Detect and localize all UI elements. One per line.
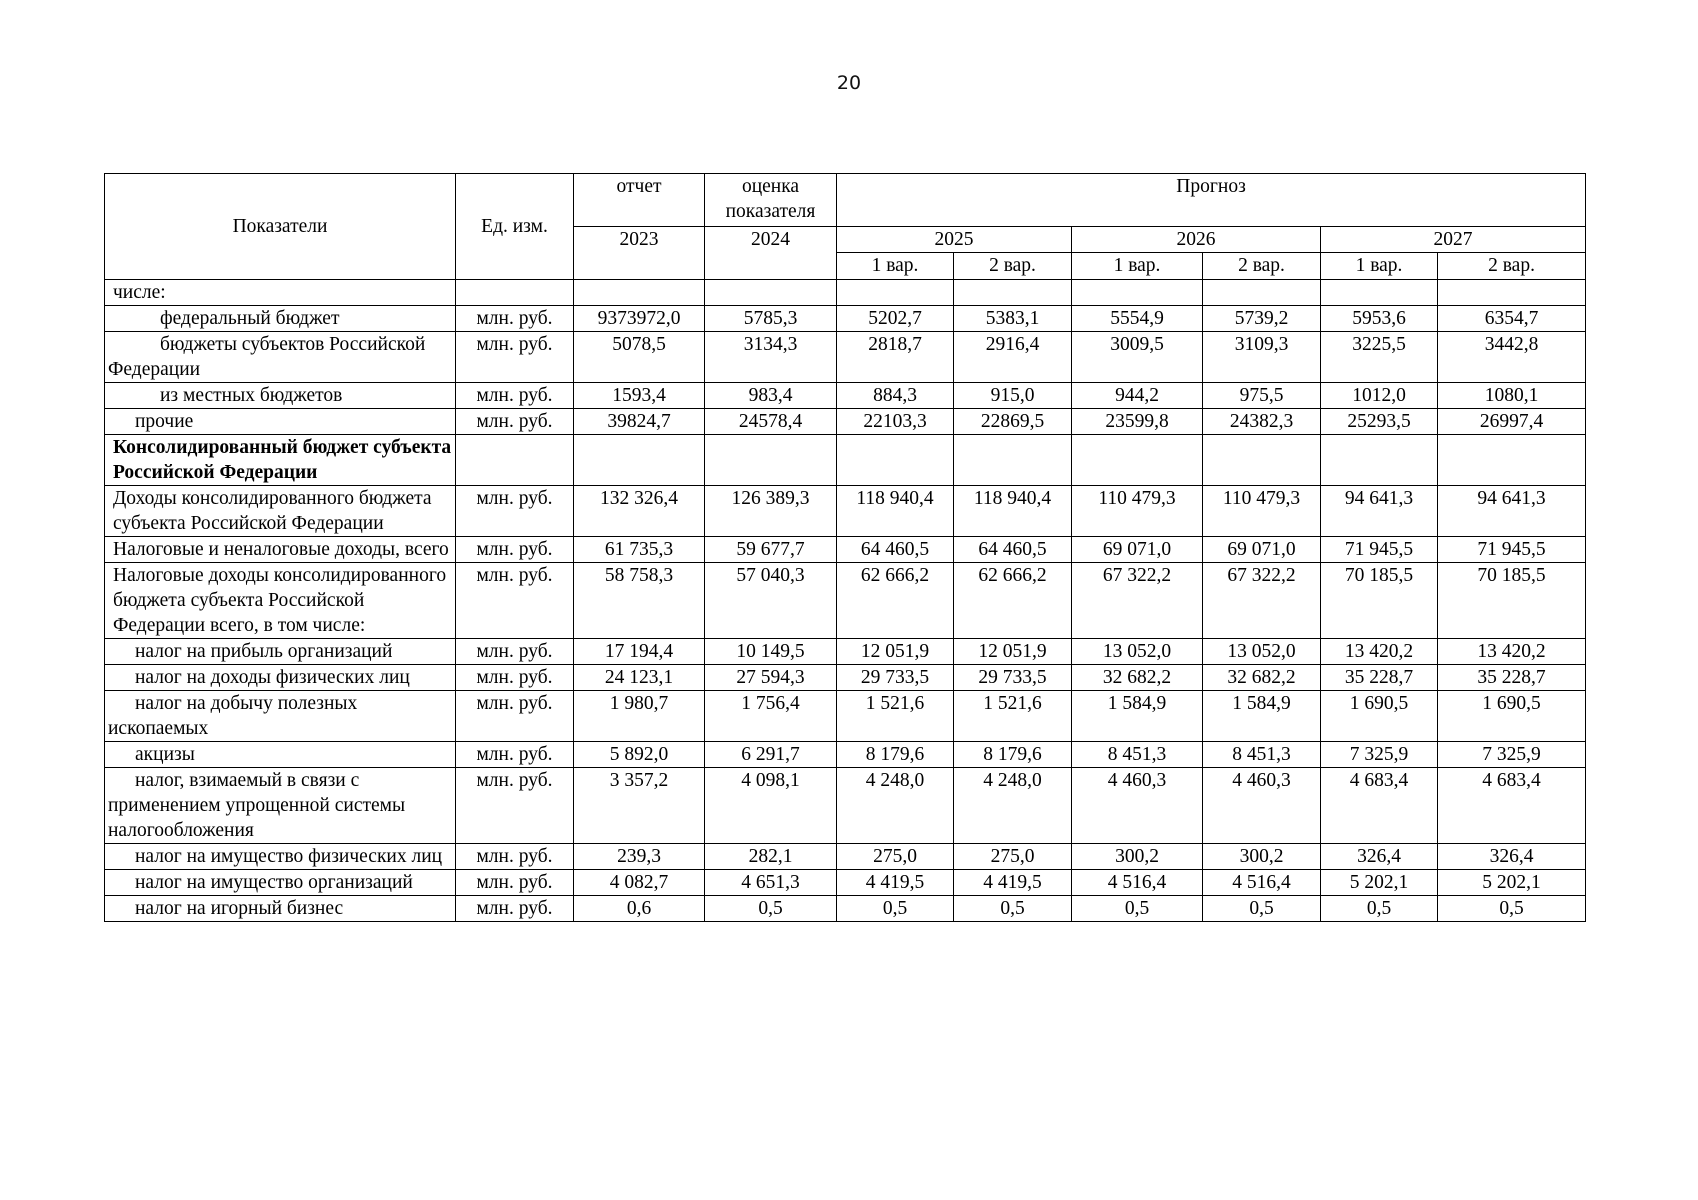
table-row	[105, 409, 1586, 435]
value-cell-2025-var2: 2916,4	[954, 332, 1072, 383]
header-year-2027: 2027	[1321, 227, 1586, 253]
value-cell-2027-var2: 4 683,4	[1438, 768, 1586, 844]
value-cell-2023: 39824,7	[574, 409, 705, 435]
value-cell-2025-var2: 275,0	[954, 844, 1072, 870]
row-name-cell: Консолидированный бюджет субъекта Российской Федерации	[105, 435, 456, 486]
value-cell-2026-var2: 3109,3	[1203, 332, 1321, 383]
row-unit-cell: млн. руб.	[456, 332, 574, 383]
value-cell-2026-var2: 1 584,9	[1203, 691, 1321, 742]
value-cell-2024: 24578,4	[705, 409, 837, 435]
value-cell-2025-var2	[954, 280, 1072, 306]
value-cell-2023: 58 758,3	[574, 563, 705, 639]
row-unit-cell: млн. руб.	[456, 383, 574, 409]
table-body	[105, 280, 1586, 922]
value-cell-2025-var2: 915,0	[954, 383, 1072, 409]
value-cell-2025-var2: 4 419,5	[954, 870, 1072, 896]
value-cell-2027-var2: 3442,8	[1438, 332, 1586, 383]
value-cell-2026-var1: 4 516,4	[1072, 870, 1203, 896]
row-name-cell: акцизы	[105, 742, 456, 768]
value-cell-2025-var2: 1 521,6	[954, 691, 1072, 742]
value-cell-2025-var2: 118 940,4	[954, 486, 1072, 537]
value-cell-2025-var2: 0,5	[954, 896, 1072, 922]
row-unit-cell: млн. руб.	[456, 486, 574, 537]
value-cell-2025-var2: 62 666,2	[954, 563, 1072, 639]
table-row	[105, 563, 1586, 639]
value-cell-2026-var2	[1203, 435, 1321, 486]
table-row	[105, 665, 1586, 691]
value-cell-2027-var1: 94 641,3	[1321, 486, 1438, 537]
row-unit-cell: млн. руб.	[456, 742, 574, 768]
value-cell-2023: 4 082,7	[574, 870, 705, 896]
value-cell-2025-var2: 4 248,0	[954, 768, 1072, 844]
header-2026-var2: 2 вар.	[1203, 253, 1321, 280]
row-name-cell: Налоговые и неналоговые доходы, всего	[105, 537, 456, 563]
row-unit-cell: млн. руб.	[456, 409, 574, 435]
row-unit-cell: млн. руб.	[456, 691, 574, 742]
value-cell-2023: 61 735,3	[574, 537, 705, 563]
row-unit-cell: млн. руб.	[456, 665, 574, 691]
value-cell-2027-var2: 7 325,9	[1438, 742, 1586, 768]
row-name-cell: налог на имущество организаций	[105, 870, 456, 896]
header-estimate-line2: показателя	[725, 201, 816, 222]
value-cell-2026-var2: 300,2	[1203, 844, 1321, 870]
value-cell-2025-var1	[837, 280, 954, 306]
value-cell-2024: 3134,3	[705, 332, 837, 383]
table-row	[105, 280, 1586, 306]
table-row	[105, 870, 1586, 896]
value-cell-2023: 239,3	[574, 844, 705, 870]
value-cell-2027-var2	[1438, 280, 1586, 306]
value-cell-2026-var1	[1072, 280, 1203, 306]
row-unit-cell: млн. руб.	[456, 639, 574, 665]
row-unit-cell: млн. руб.	[456, 537, 574, 563]
value-cell-2027-var2: 94 641,3	[1438, 486, 1586, 537]
value-cell-2026-var2: 32 682,2	[1203, 665, 1321, 691]
header-year-2025: 2025	[837, 227, 1072, 253]
value-cell-2027-var1: 35 228,7	[1321, 665, 1438, 691]
value-cell-2026-var1: 32 682,2	[1072, 665, 1203, 691]
value-cell-2024	[705, 280, 837, 306]
row-unit-cell	[456, 435, 574, 486]
table-row	[105, 639, 1586, 665]
value-cell-2024: 5785,3	[705, 306, 837, 332]
value-cell-2025-var2: 8 179,6	[954, 742, 1072, 768]
value-cell-2027-var1: 7 325,9	[1321, 742, 1438, 768]
row-name-cell: Налоговые доходы консолидированного бюджета субъекта Российской Федерации всего, в том числе:	[105, 563, 456, 639]
table-row	[105, 844, 1586, 870]
row-name-cell: прочие	[105, 409, 456, 435]
value-cell-2027-var1: 1012,0	[1321, 383, 1438, 409]
header-year-2026: 2026	[1072, 227, 1321, 253]
value-cell-2026-var1: 69 071,0	[1072, 537, 1203, 563]
value-cell-2024: 57 040,3	[705, 563, 837, 639]
row-unit-cell: млн. руб.	[456, 870, 574, 896]
row-name-cell: налог на имущество физических лиц	[105, 844, 456, 870]
value-cell-2027-var2: 26997,4	[1438, 409, 1586, 435]
value-cell-2025-var1: 2818,7	[837, 332, 954, 383]
value-cell-2024: 0,5	[705, 896, 837, 922]
value-cell-2024: 983,4	[705, 383, 837, 409]
value-cell-2025-var2: 22869,5	[954, 409, 1072, 435]
value-cell-2025-var1: 29 733,5	[837, 665, 954, 691]
value-cell-2027-var1: 71 945,5	[1321, 537, 1438, 563]
value-cell-2026-var1: 13 052,0	[1072, 639, 1203, 665]
value-cell-2024: 27 594,3	[705, 665, 837, 691]
value-cell-2023: 9373972,0	[574, 306, 705, 332]
value-cell-2026-var2: 5739,2	[1203, 306, 1321, 332]
header-estimate	[705, 174, 837, 227]
value-cell-2025-var1: 0,5	[837, 896, 954, 922]
value-cell-2026-var2: 24382,3	[1203, 409, 1321, 435]
row-unit-cell: млн. руб.	[456, 896, 574, 922]
value-cell-2025-var1: 62 666,2	[837, 563, 954, 639]
table-row	[105, 486, 1586, 537]
value-cell-2026-var1	[1072, 435, 1203, 486]
value-cell-2025-var1: 275,0	[837, 844, 954, 870]
value-cell-2026-var2: 4 460,3	[1203, 768, 1321, 844]
value-cell-2027-var1: 13 420,2	[1321, 639, 1438, 665]
value-cell-2023: 3 357,2	[574, 768, 705, 844]
value-cell-2026-var1: 110 479,3	[1072, 486, 1203, 537]
value-cell-2025-var1: 8 179,6	[837, 742, 954, 768]
row-unit-cell: млн. руб.	[456, 844, 574, 870]
value-cell-2026-var2: 110 479,3	[1203, 486, 1321, 537]
header-year-2024: 2024	[705, 227, 837, 280]
value-cell-2027-var1: 3225,5	[1321, 332, 1438, 383]
value-cell-2027-var2: 0,5	[1438, 896, 1586, 922]
value-cell-2024: 4 651,3	[705, 870, 837, 896]
table-row	[105, 537, 1586, 563]
value-cell-2027-var2: 70 185,5	[1438, 563, 1586, 639]
value-cell-2025-var2	[954, 435, 1072, 486]
value-cell-2025-var1: 64 460,5	[837, 537, 954, 563]
value-cell-2024: 59 677,7	[705, 537, 837, 563]
value-cell-2025-var1: 1 521,6	[837, 691, 954, 742]
header-2027-var1: 1 вар.	[1321, 253, 1438, 280]
value-cell-2027-var2: 13 420,2	[1438, 639, 1586, 665]
value-cell-2025-var2: 12 051,9	[954, 639, 1072, 665]
header-2027-var2: 2 вар.	[1438, 253, 1586, 280]
value-cell-2026-var2: 975,5	[1203, 383, 1321, 409]
table-row	[105, 435, 1586, 486]
row-unit-cell: млн. руб.	[456, 768, 574, 844]
row-name-cell: из местных бюджетов	[105, 383, 456, 409]
value-cell-2026-var1: 300,2	[1072, 844, 1203, 870]
value-cell-2025-var1: 118 940,4	[837, 486, 954, 537]
header-forecast: Прогноз	[837, 174, 1586, 227]
value-cell-2025-var1: 4 419,5	[837, 870, 954, 896]
table-header	[105, 174, 1586, 280]
value-cell-2025-var1: 22103,3	[837, 409, 954, 435]
header-report: отчет	[574, 174, 705, 227]
row-name-cell: числе:	[105, 280, 456, 306]
table-row	[105, 306, 1586, 332]
value-cell-2025-var2: 29 733,5	[954, 665, 1072, 691]
row-name-cell: налог на прибыль организаций	[105, 639, 456, 665]
row-name-cell: налог на игорный бизнес	[105, 896, 456, 922]
value-cell-2023: 0,6	[574, 896, 705, 922]
value-cell-2025-var1: 5202,7	[837, 306, 954, 332]
value-cell-2026-var1: 8 451,3	[1072, 742, 1203, 768]
value-cell-2026-var2: 4 516,4	[1203, 870, 1321, 896]
value-cell-2025-var2: 64 460,5	[954, 537, 1072, 563]
value-cell-2023	[574, 280, 705, 306]
value-cell-2023: 24 123,1	[574, 665, 705, 691]
value-cell-2025-var1: 4 248,0	[837, 768, 954, 844]
value-cell-2026-var1: 3009,5	[1072, 332, 1203, 383]
row-unit-cell: млн. руб.	[456, 306, 574, 332]
page-number: 20	[836, 72, 862, 94]
value-cell-2024: 1 756,4	[705, 691, 837, 742]
value-cell-2025-var1	[837, 435, 954, 486]
header-2025-var1: 1 вар.	[837, 253, 954, 280]
value-cell-2023: 132 326,4	[574, 486, 705, 537]
value-cell-2025-var1: 12 051,9	[837, 639, 954, 665]
value-cell-2026-var1: 4 460,3	[1072, 768, 1203, 844]
budget-table	[104, 173, 1586, 922]
value-cell-2024: 10 149,5	[705, 639, 837, 665]
row-name-cell: федеральный бюджет	[105, 306, 456, 332]
value-cell-2027-var2: 1 690,5	[1438, 691, 1586, 742]
table-row	[105, 332, 1586, 383]
value-cell-2027-var1: 326,4	[1321, 844, 1438, 870]
value-cell-2024: 6 291,7	[705, 742, 837, 768]
table-row	[105, 742, 1586, 768]
value-cell-2023: 1 980,7	[574, 691, 705, 742]
row-name-cell: налог, взимаемый в связи с применением упрощенной системы налогообложения	[105, 768, 456, 844]
value-cell-2023: 1593,4	[574, 383, 705, 409]
header-2026-var1: 1 вар.	[1072, 253, 1203, 280]
value-cell-2024: 126 389,3	[705, 486, 837, 537]
value-cell-2027-var1: 5 202,1	[1321, 870, 1438, 896]
value-cell-2027-var1: 4 683,4	[1321, 768, 1438, 844]
row-name-cell: налог на добычу полезных ископаемых	[105, 691, 456, 742]
value-cell-2026-var2: 13 052,0	[1203, 639, 1321, 665]
value-cell-2027-var2	[1438, 435, 1586, 486]
value-cell-2027-var2: 71 945,5	[1438, 537, 1586, 563]
value-cell-2027-var1	[1321, 280, 1438, 306]
table-row	[105, 383, 1586, 409]
header-estimate-line1: оценка	[741, 176, 800, 197]
value-cell-2023: 17 194,4	[574, 639, 705, 665]
value-cell-2026-var1: 5554,9	[1072, 306, 1203, 332]
value-cell-2027-var1	[1321, 435, 1438, 486]
value-cell-2026-var2: 8 451,3	[1203, 742, 1321, 768]
header-unit: Ед. изм.	[456, 174, 574, 280]
value-cell-2027-var2: 35 228,7	[1438, 665, 1586, 691]
value-cell-2026-var1: 67 322,2	[1072, 563, 1203, 639]
value-cell-2027-var1: 5953,6	[1321, 306, 1438, 332]
table-row	[105, 896, 1586, 922]
value-cell-2027-var1: 1 690,5	[1321, 691, 1438, 742]
value-cell-2023: 5078,5	[574, 332, 705, 383]
value-cell-2026-var1: 23599,8	[1072, 409, 1203, 435]
value-cell-2025-var1: 884,3	[837, 383, 954, 409]
value-cell-2026-var2	[1203, 280, 1321, 306]
row-unit-cell	[456, 280, 574, 306]
header-year-2023: 2023	[574, 227, 705, 280]
value-cell-2027-var1: 70 185,5	[1321, 563, 1438, 639]
value-cell-2027-var2: 5 202,1	[1438, 870, 1586, 896]
value-cell-2024: 4 098,1	[705, 768, 837, 844]
value-cell-2027-var1: 25293,5	[1321, 409, 1438, 435]
value-cell-2025-var2: 5383,1	[954, 306, 1072, 332]
row-unit-cell: млн. руб.	[456, 563, 574, 639]
value-cell-2023	[574, 435, 705, 486]
value-cell-2026-var2: 67 322,2	[1203, 563, 1321, 639]
value-cell-2026-var1: 944,2	[1072, 383, 1203, 409]
header-indicators: Показатели	[105, 174, 456, 280]
value-cell-2023: 5 892,0	[574, 742, 705, 768]
value-cell-2027-var2: 1080,1	[1438, 383, 1586, 409]
value-cell-2027-var2: 6354,7	[1438, 306, 1586, 332]
header-2025-var2: 2 вар.	[954, 253, 1072, 280]
value-cell-2026-var1: 1 584,9	[1072, 691, 1203, 742]
value-cell-2027-var2: 326,4	[1438, 844, 1586, 870]
value-cell-2026-var1: 0,5	[1072, 896, 1203, 922]
row-name-cell: Доходы консолидированного бюджета субъекта Российской Федерации	[105, 486, 456, 537]
value-cell-2026-var2: 69 071,0	[1203, 537, 1321, 563]
table-row	[105, 768, 1586, 844]
value-cell-2026-var2: 0,5	[1203, 896, 1321, 922]
value-cell-2024: 282,1	[705, 844, 837, 870]
row-name-cell: бюджеты субъектов Российской Федерации	[105, 332, 456, 383]
value-cell-2027-var1: 0,5	[1321, 896, 1438, 922]
value-cell-2024	[705, 435, 837, 486]
table-row	[105, 691, 1586, 742]
row-name-cell: налог на доходы физических лиц	[105, 665, 456, 691]
